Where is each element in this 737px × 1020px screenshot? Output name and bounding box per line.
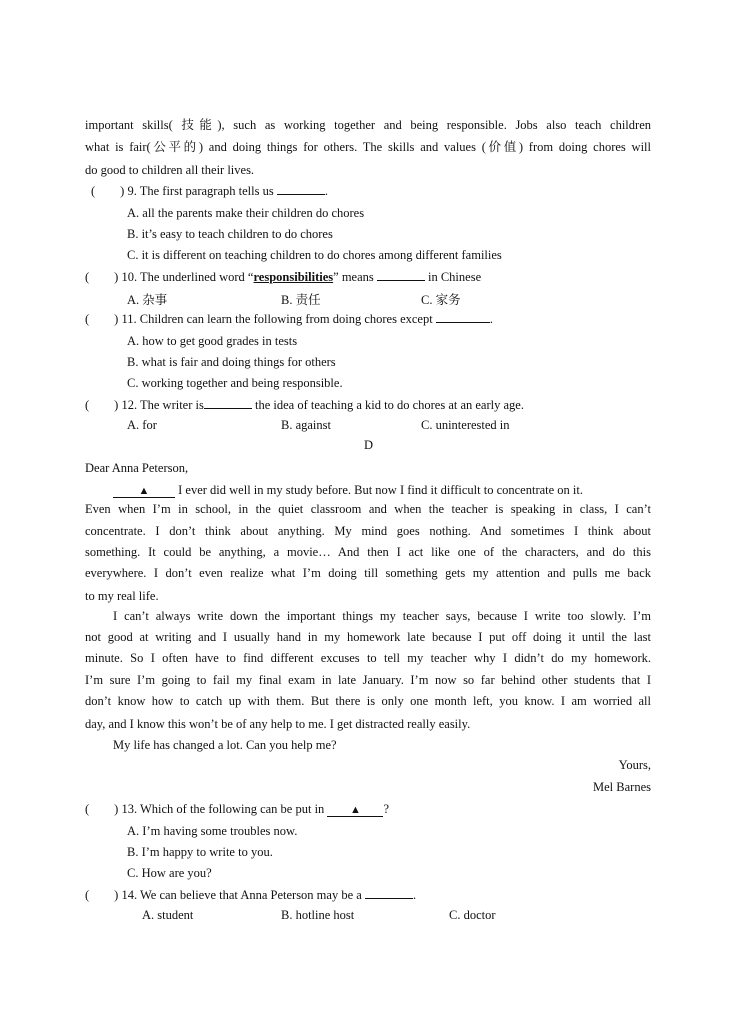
question-14: ( ) 14. We can believe that Anna Peterson may be a .: [85, 888, 417, 902]
option-c: C. How are you?: [127, 866, 212, 880]
option-b: B. I’m happy to write to you.: [127, 845, 273, 859]
answer-paren[interactable]: ( ): [85, 398, 119, 412]
answer-blank[interactable]: [365, 887, 413, 899]
option-a: A. for: [127, 418, 157, 432]
section-heading: D: [363, 438, 374, 452]
letter-paragraph-2-line: don’t know how to catch up with them. But there is only one month left, you know. I am worried all: [85, 694, 651, 708]
letter-paragraph-2-line: day, and I know this won’t be of any help to me. I get distracted really easily.: [85, 717, 471, 731]
triangle-marker: ▲: [138, 485, 150, 497]
question-10: ( ) 10. The underlined word “responsibilities” means in Chinese: [85, 270, 482, 284]
option-a: A. student: [142, 908, 194, 922]
answer-paren[interactable]: ( ): [91, 184, 125, 198]
letter-paragraph-1-first-line: ▲ I ever did well in my study before. But now I find it difficult to concentrate on it.: [113, 482, 651, 498]
answer-blank[interactable]: [277, 183, 325, 195]
option-b: B. what is fair and doing things for others: [127, 355, 336, 369]
option-a: A. I’m having some troubles now.: [127, 824, 298, 838]
letter-paragraph-2-line: I can’t always write down the important things my teacher says, because I write too slowly. I’m: [113, 609, 651, 623]
answer-blank[interactable]: [204, 397, 252, 409]
option-a: A. 杂事: [127, 293, 168, 307]
letter-paragraph-1-line: everywhere. I don’t even realize what I’m doing till something gets my attention and pulls me back: [85, 566, 651, 580]
answer-paren[interactable]: ( ): [85, 312, 119, 326]
answer-blank[interactable]: [327, 805, 383, 817]
answer-paren[interactable]: ( ): [85, 802, 119, 816]
answer-blank[interactable]: [436, 311, 490, 323]
letter-paragraph-3: My life has changed a lot. Can you help me?: [113, 738, 337, 752]
question-12: ( ) 12. The writer is the idea of teaching a kid to do chores at an early age.: [85, 398, 524, 412]
letter-salutation: Dear Anna Peterson,: [85, 461, 189, 475]
option-b: B. against: [281, 418, 331, 432]
option-c: C. it is different on teaching children to do chores among different families: [127, 248, 502, 262]
letter-paragraph-2-line: I’m sure I’m going to fail my final exam in late January. I’m now so far behind other students that I: [85, 673, 651, 687]
option-a: A. how to get good grades in tests: [127, 334, 298, 348]
letter-paragraph-1-line: to my real life.: [85, 589, 159, 603]
question-13: ( ) 13. Which of the following can be put in ▲ ?: [85, 802, 389, 816]
question-9: ( ) 9. The first paragraph tells us .: [91, 184, 328, 198]
option-c: C. 家务: [421, 293, 461, 307]
answer-blank[interactable]: [377, 269, 425, 281]
option-c: C. doctor: [449, 908, 496, 922]
letter-paragraph-1-line: concentrate. I don’t think about anything. My mind goes nothing. And sometimes I think about: [85, 524, 651, 538]
letter-paragraph-1-line: something. It could be anything, a movie… And then I act like one of the characters, and do this: [85, 545, 651, 559]
underlined-word: responsibilities: [253, 270, 334, 284]
option-b: B. hotline host: [281, 908, 355, 922]
triangle-marker: ▲: [349, 804, 361, 816]
option-b: B. 责任: [281, 293, 321, 307]
letter-paragraph-1-line: Even when I’m in school, in the quiet classroom and when the teacher is speaking in class, I can’t: [85, 502, 651, 516]
option-a: A. all the parents make their children do chores: [127, 206, 365, 220]
answer-paren[interactable]: ( ): [85, 270, 119, 284]
gap-13-blank[interactable]: [113, 486, 175, 498]
passage-c-line-1: important skills( 技能), such as working together and being responsible. Jobs also teach children: [85, 118, 651, 132]
answer-paren[interactable]: ( ): [85, 888, 119, 902]
passage-c-line-2: what is fair(公平的) and doing things for others. The skills and values (价值) from doing chores will: [85, 140, 651, 154]
letter-closing: Yours,: [618, 758, 651, 772]
passage-c-line-3: do good to children all their lives.: [85, 163, 255, 177]
option-b: B. it’s easy to teach children to do chores: [127, 227, 333, 241]
option-c: C. working together and being responsible.: [127, 376, 343, 390]
letter-paragraph-2-line: minute. So I often have to find different excuses to tell my teacher why I didn’t do my homework.: [85, 651, 651, 665]
question-11: ( ) 11. Children can learn the following from doing chores except .: [85, 312, 493, 326]
question-stem: 9. The first paragraph tells us: [127, 184, 274, 198]
letter-paragraph-2-line: not good at writing and I usually hand in my homework late because I put off doing it until the last: [85, 630, 651, 644]
letter-signature: Mel Barnes: [593, 780, 651, 794]
option-c: C. uninterested in: [421, 418, 510, 432]
